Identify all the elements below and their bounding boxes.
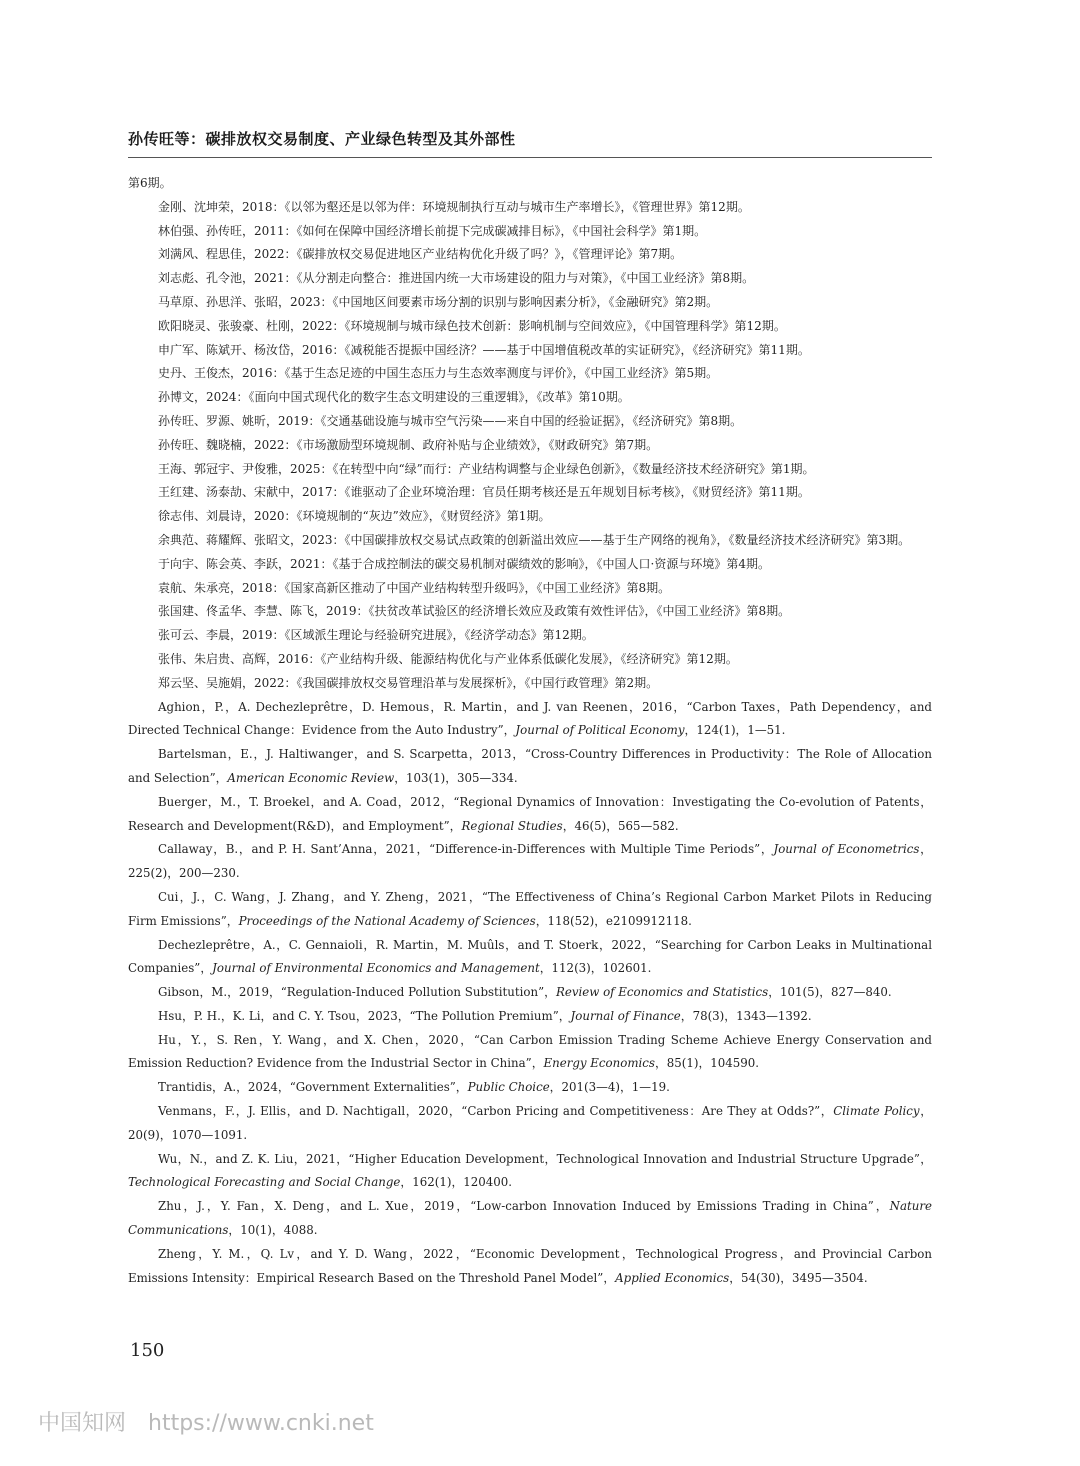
reference-authors-title: Gibson，M.，2019，“Regulation-Induced Pollution Substitution”， [158,985,556,1000]
reference-item: 王海、郭冠宇、尹俊雅，2025：《在转型中向“绿”而行：产业结构调整与企业绿色创新》，《数量经济技术经济研究》第1期。 [158,461,815,476]
reference-item [128,981,932,1005]
reference-item: 金刚、沈坤荣，2018：《以邻为壑还是以邻为伴：环境规制执行互动与城市生产率增长》，《管理世界》第12期。 [158,199,750,214]
reference-item: 欧阳晓灵、张骏豪、杜刚，2022：《环境规制与城市绿色技术创新：影响机制与空间效应》，《中国管理科学》第12期。 [158,318,786,333]
reference-authors-title: Wu，N.，and Z. K. Liu，2021，“Higher Education Development，Technological Innovation and Industrial Structure Upgrade”， [158,1151,932,1166]
reference-journal: Applied Economics [615,1270,730,1285]
reference-authors-title: Callaway，B.，and P. H. Sant’Anna，2021，“Difference-in-Differences with Multiple Time Periods”， [158,842,774,857]
watermark-url: https://www.cnki.net [148,1411,374,1436]
reference-item: 王红建、汤泰劼、宋献中，2017：《谁驱动了企业环境治理：官员任期考核还是五年规划目标考核》，《财贸经济》第11期。 [158,485,810,500]
reference-journal: Journal of Environmental Economics and Management [212,961,540,976]
reference-volume-pages: ，85(1)，104590. [654,1056,760,1071]
reference-item [128,696,932,744]
reference-authors-title: Hu，Y.，S. Ren，Y. Wang，and X. Chen，2020，“Can Carbon Emission Trading Scheme Achieve Energy Conservation and Emission Reduction? Evidence from the Industrial Sector in China”， [128,1032,932,1071]
reference-authors-title: Zheng，Y. M.，Q. Lv，and Y. D. Wang，2022，“Economic Development，Technological Progress，and Provincial Carbon Emissions Intensity：Empirical Research Based on the Threshold Panel Model”， [128,1246,932,1285]
watermark-brand: 中国知网 [38,1411,127,1436]
reference-volume-pages: ，124(1)，1—51. [684,723,786,738]
reference-journal: Journal of Finance [570,1008,681,1023]
reference-item: 孙传旺、罗源、姚昕，2019：《交通基础设施与城市空气污染——来自中国的经验证据》，《经济研究》第8期。 [158,413,743,428]
reference-item [128,1148,932,1196]
reference-journal: Review of Economics and Statistics [555,985,769,1000]
reference-journal: American Economic Review [227,770,395,785]
reference-item [128,1076,932,1100]
page-number: 150 [130,1340,165,1361]
reference-item: 于向宇、陈会英、李跃，2021：《基于合成控制法的碳交易机制对碳绩效的影响》，《中国人口·资源与环境》第4期。 [158,556,770,571]
reference-item: 袁航、朱承亮，2018：《国家高新区推动了中国产业结构转型升级吗》，《中国工业经济》第8期。 [158,580,671,595]
reference-volume-pages: ，118(52)，e2109912118. [535,913,692,928]
reference-item [128,1195,932,1243]
reference-item: 马草原、孙思洋、张昭，2023：《中国地区间要素市场分割的识别与影响因素分析》，《金融研究》第2期。 [158,294,719,309]
reference-journal: Journal of Econometrics [773,842,920,857]
reference-item: 余典范、蒋耀辉、张昭文，2023：《中国碳排放权交易试点政策的创新溢出效应——基于生产网络的视角》，《数量经济技术经济研究》第3期。 [158,532,911,547]
reference-item: 史丹、王俊杰，2016：《基于生态足迹的中国生态压力与生态效率测度与评价》，《中国工业经济》第5期。 [158,366,719,381]
reference-item: 林伯强、孙传旺，2011：《如何在保障中国经济增长前提下完成碳减排目标》，《中国社会科学》第1期。 [158,223,707,238]
reference-item: 刘满风、程思佳，2022：《碳排放权交易促进地区产业结构优化升级了吗？》，《管理评论》第7期。 [158,247,683,262]
reference-authors-title: Buerger，M.，T. Broekel，and A. Coad，2012，“Regional Dynamics of Innovation：Investigating the Co-evolution of Patents，Research and Development(R&D)，and Employment”， [128,794,932,833]
reference-item: 孙传旺、魏晓楠，2022：《市场激励型环境规制、政府补贴与企业绩效》，《财政研究》第7期。 [158,437,659,452]
reference-item [128,1100,932,1148]
reference-item: 刘志彪、孔令池，2021：《从分割走向整合：推进国内统一大市场建设的阻力与对策》，《中国工业经济》第8期。 [158,271,755,286]
reference-list [128,172,932,1290]
reference-item: 张伟、朱启贵、高辉，2016：《产业结构升级、能源结构优化与产业体系低碳化发展》，《经济研究》第12期。 [158,651,738,666]
watermark [38,1406,396,1437]
reference-item [128,791,932,839]
reference-item [128,1029,932,1077]
reference-volume-pages: ，103(1)，305—334. [394,770,518,785]
reference-journal: Climate Policy [833,1104,920,1119]
reference-authors-title: Hsu，P. H.，K. Li，and C. Y. Tsou，2023，“The Pollution Premium”， [158,1008,571,1023]
reference-item [128,838,932,886]
reference-authors-title: Zhu，J.，Y. Fan，X. Deng，and L. Xue，2019，“Low-carbon Innovation Induced by Emissions Trading in China”， [158,1199,890,1214]
reference-volume-pages: ，20(9)，1070—1091. [128,1104,932,1142]
reference-journal: Journal of Political Economy [515,723,685,738]
reference-item: 张国建、佟孟华、李慧、陈飞，2019：《扶贫改革试验区的经济增长效应及政策有效性评估》，《中国工业经济》第8期。 [158,604,791,619]
reference-item [128,1243,932,1291]
reference-item: 第6期。 [128,176,172,190]
reference-authors-title: Aghion，P.，A. Dechezleprêtre，D. Hemous，R. Martin，and J. van Reenen，2016，“Carbon Taxes，Path Dependency，and Directed Technical Change：Evidence from the Auto Industry”， [128,699,932,738]
reference-item [128,886,932,934]
reference-item: 郑云坚、吴施娟，2022：《我国碳排放权交易管理沿革与发展探析》，《中国行政管理》第2期。 [158,675,659,690]
reference-authors-title: Trantidis，A.，2024，“Government Externalities”， [158,1080,468,1095]
reference-volume-pages: ，162(1)，120400. [400,1175,513,1190]
reference-item: 申广军、陈斌开、杨汝岱，2016：《减税能否提振中国经济？——基于中国增值税改革的实证研究》，《经济研究》第11期。 [158,342,810,357]
reference-journal: Technological Forecasting and Social Change [128,1175,401,1190]
reference-volume-pages: ，112(3)，102601. [539,961,652,976]
running-header: 孙传旺等：碳排放权交易制度、产业绿色转型及其外部性 [128,128,932,158]
reference-authors-title: Venmans，F.，J. Ellis，and D. Nachtigall，2020，“Carbon Pricing and Competitiveness：Are They at Odds?”， [158,1104,834,1119]
reference-item [128,743,932,791]
reference-volume-pages: ，10(1)，4088. [228,1223,318,1238]
reference-volume-pages: ，78(3)，1343—1392. [680,1008,812,1023]
reference-volume-pages: ，46(5)，565—582. [562,818,679,833]
reference-volume-pages: ，201(3—4)，1—19. [549,1080,670,1095]
reference-journal: Energy Economics [543,1056,655,1071]
reference-journal: Public Choice [467,1080,550,1095]
reference-authors-title: Dechezleprêtre，A.，C. Gennaioli，R. Martin，M. Muûls，and T. Stoerk，2022，“Searching for Carbon Leaks in Multinational Companies”， [128,937,932,976]
reference-item: 张可云、李晨，2019：《区域派生理论与经验研究进展》，《经济学动态》第12期。 [158,628,594,643]
reference-volume-pages: ，225(2)，200—230. [128,842,932,881]
reference-item [128,1005,932,1029]
reference-journal: Proceedings of the National Academy of Sciences [238,913,536,928]
reference-volume-pages: ，54(30)，3495—3504. [729,1270,868,1285]
reference-authors-title: Cui，J.，C. Wang，J. Zhang，and Y. Zheng，2021，“The Effectiveness of China’s Regional Carbon Market Pilots in Reducing Firm Emissions”， [128,889,932,928]
reference-item: 孙博文，2024：《面向中国式现代化的数字生态文明建设的三重逻辑》，《改革》第10期。 [158,390,630,405]
reference-journal: Regional Studies [461,818,563,833]
reference-item [128,934,932,982]
reference-authors-title: Bartelsman，E.，J. Haltiwanger，and S. Scarpetta，2013，“Cross-Country Differences in Productivity：The Role of Allocation and Selection”， [128,747,932,785]
reference-item: 徐志伟、刘晨诗，2020：《环境规制的“灰边”效应》，《财贸经济》第1期。 [158,509,551,524]
reference-volume-pages: ，101(5)，827—840. [768,985,892,1000]
reference-journal: Nature Communications [128,1199,932,1238]
